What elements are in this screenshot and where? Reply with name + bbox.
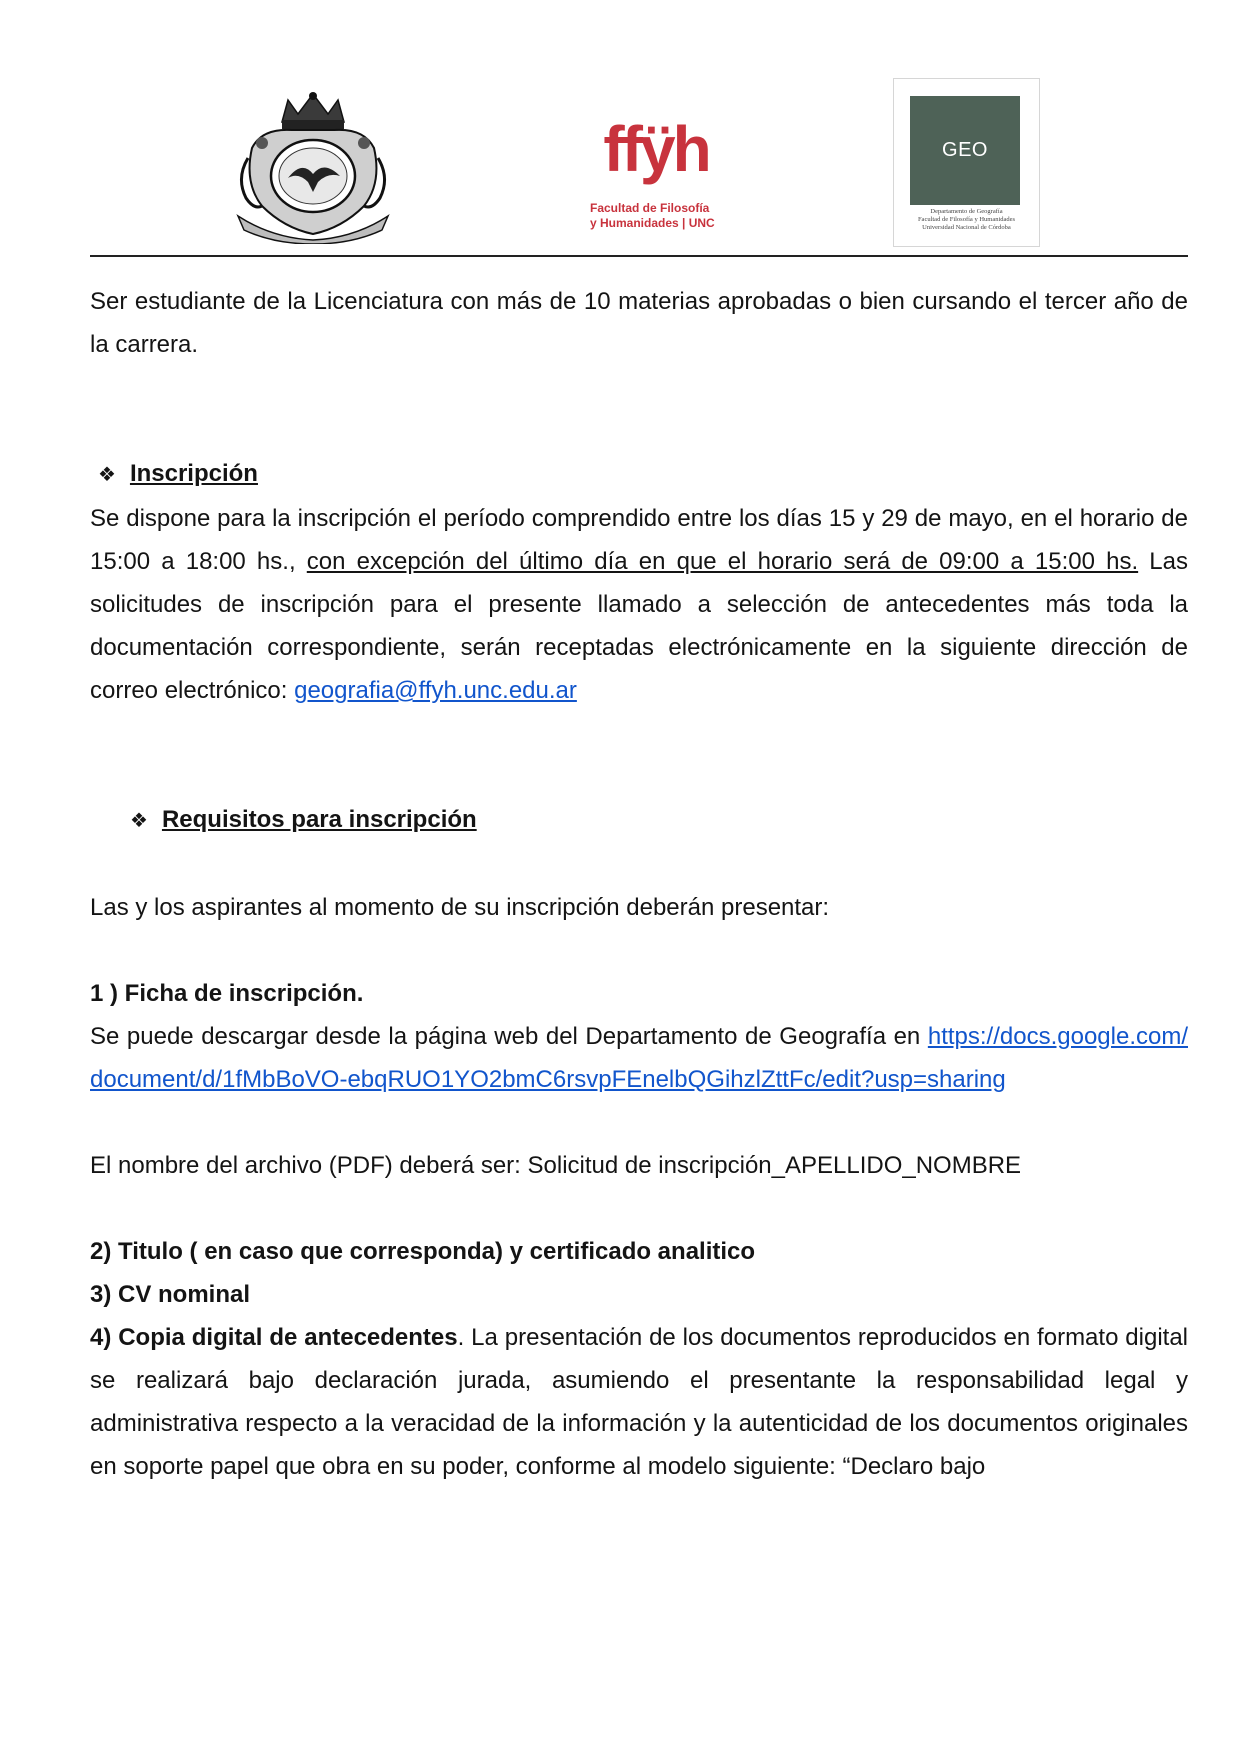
ffyh-logo	[580, 96, 730, 246]
spacer	[90, 712, 1188, 798]
requisitos-intro: Las y los aspirantes al momento de su inscripción deberán presentar:	[90, 894, 830, 921]
spacer	[90, 1101, 1188, 1144]
inscripcion-paragraph	[90, 497, 1188, 712]
spacer	[90, 929, 1188, 972]
document-header	[0, 0, 1242, 256]
ffyh-logo-line-1: Facultad de Filosofía	[590, 201, 710, 215]
requirement-4-title: 4) Copia digital de antecedentes	[90, 1324, 458, 1351]
spacer	[90, 1187, 1188, 1230]
geo-caption-line-1: Departamento de Geografía	[930, 208, 1003, 215]
diamond-bullet-icon: ❖	[98, 464, 116, 486]
diamond-bullet-icon: ❖	[130, 810, 148, 832]
requirement-1-title: 1 ) Ficha de inscripción.	[90, 980, 364, 1007]
geo-logo-caption	[898, 208, 1035, 232]
unc-coat-of-arms-logo	[232, 88, 394, 244]
contact-email-link[interactable]: geografia@ffyh.unc.edu.ar	[294, 677, 577, 704]
ffyh-logo-wordmark: ffÿh	[603, 113, 709, 185]
intro-paragraph: Ser estudiante de la Licenciatura con más de 10 materias aprobadas o bien cursando el tercer año de la carrera.	[90, 288, 1188, 358]
registration-form-link[interactable]: https://docs.google.com/document/d/1fMbBoVO-ebqRUO1YO2bmC6rsvpFEnelbQGihzlZttFc/edit?usp=sharing	[90, 1023, 1188, 1093]
geo-logo-wordmark: GEO	[942, 139, 988, 161]
ffyh-logo-line-2: y Humanidades | UNC	[590, 216, 715, 230]
header-divider	[90, 255, 1188, 257]
requirement-3-title: 3) CV nominal	[90, 1281, 251, 1308]
inscripcion-text-1: Se dispone para la inscripción el período comprendido entre los días 15 y 29 de mayo, en el horario de 15:00 a 18:00 hs.,	[90, 505, 1188, 575]
geo-caption-line-3: Universidad Nacional de Córdoba	[922, 224, 1011, 231]
inscripcion-text-2: Las solicitudes de inscripción para el presente llamado a selección de antecedentes más toda la documentación correspondiente, serán receptadas electrónicamente en la siguiente dirección de correo electrónico:	[90, 548, 1188, 704]
file-name-instruction: El nombre del archivo (PDF) deberá ser: Solicitud de inscripción_APELLIDO_NOMBRE	[90, 1152, 1022, 1179]
spacer	[90, 366, 1188, 452]
inscripcion-underlined-text: con excepción del último día en que el horario será de 09:00 a 15:00 hs.	[306, 548, 1139, 575]
ffyh-logo-caption	[590, 201, 730, 231]
document-body	[90, 280, 1188, 1488]
requirement-4-text: . La presentación de los documentos reproducidos en formato digital se realizará bajo declaración jurada, asumiendo el presentante la responsabilidad legal y administrativa respecto a la veracidad de la información y la autenticidad de los documentos originales en soporte papel que obra en su poder, conforme al modelo siguiente: “Declaro bajo	[90, 1324, 1189, 1480]
section-title-inscripcion: Inscripción	[129, 460, 258, 487]
geo-department-logo	[893, 78, 1040, 247]
requirement-2-title: 2) Titulo ( en caso que corresponda) y certificado analitico	[90, 1238, 756, 1265]
requirement-1-text	[90, 1015, 1188, 1101]
geo-caption-line-2: Facultad de Filosofía y Humanidades	[917, 216, 1016, 223]
spacer	[90, 843, 1188, 886]
geo-logo-box	[910, 96, 1020, 205]
section-heading-inscripcion	[90, 452, 1188, 497]
section-title-requisitos: Requisitos para inscripción	[161, 806, 477, 833]
requirement-1-description: Se puede descargar desde la página web del Departamento de Geografía en	[90, 1023, 928, 1050]
section-heading-requisitos	[90, 798, 1188, 843]
requirement-4-paragraph	[90, 1316, 1188, 1488]
